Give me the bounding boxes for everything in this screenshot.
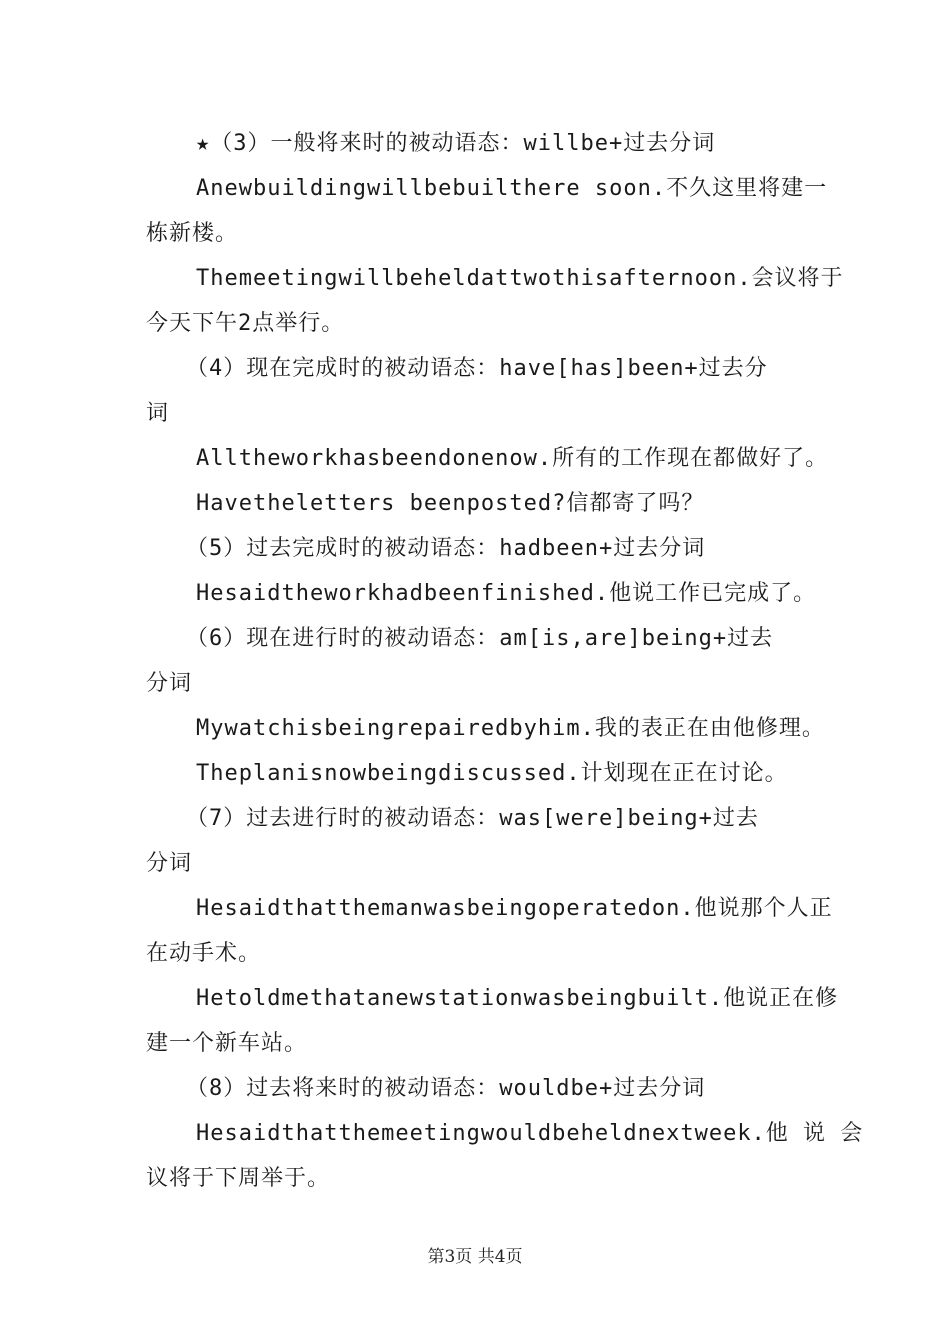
example-line: Alltheworkhasbeendonenow.所有的工作现在都做好了。	[196, 446, 829, 471]
example-line: Hetoldmethatanewstationwasbeingbuilt.他说正在修	[196, 986, 839, 1011]
example-line-cont: 建一个新车站。	[146, 1031, 308, 1056]
example-line-cont: 在动手术。	[146, 941, 262, 966]
example-line: Hesaidtheworkhadbeenfinished.他说工作已完成了。	[196, 581, 817, 606]
heading-present-continuous-passive: （6）现在进行时的被动语态：am[is,are]being+过去	[186, 626, 774, 651]
example-line-cont: 栋新楼。	[146, 221, 239, 246]
example-line-cont: 今天下午2点举行。	[146, 311, 345, 336]
heading-cont: 分词	[146, 671, 193, 696]
document-body	[146, 121, 864, 1201]
example-line-cont: 议将于下周举于。	[146, 1166, 331, 1191]
example-line: Mywatchisbeingrepairedbyhim.我的表正在由他修理。	[196, 716, 825, 741]
example-line: Hesaidthatthemeetingwouldbeheldnextweek.他 说 会	[196, 1121, 864, 1146]
heading-present-perfect-passive: （4）现在完成时的被动语态：have[has]been+过去分	[186, 356, 768, 381]
example-line: Theplanisnowbeingdiscussed.计划现在正在讨论。	[196, 761, 788, 786]
example-line: Hesaidthatthemanwasbeingoperatedon.他说那个人正	[196, 896, 833, 921]
heading-future-passive: ★（3）一般将来时的被动语态：willbe+过去分词	[196, 131, 716, 156]
heading-past-continuous-passive: （7）过去进行时的被动语态：was[were]being+过去	[186, 806, 759, 831]
example-line: Anewbuildingwillbebuilthere soon.不久这里将建一	[196, 176, 828, 201]
heading-cont: 词	[146, 401, 170, 426]
example-line: Havetheletters beenposted?信都寄了吗？	[196, 491, 705, 516]
page-footer: 第3页 共4页	[427, 1247, 523, 1267]
example-line: Themeetingwillbeheldattwothisafternoon.会议将于	[196, 266, 844, 291]
heading-future-in-past-passive: （8）过去将来时的被动语态：wouldbe+过去分词	[186, 1076, 706, 1101]
heading-cont: 分词	[146, 851, 193, 876]
heading-past-perfect-passive: （5）过去完成时的被动语态：hadbeen+过去分词	[186, 536, 706, 561]
